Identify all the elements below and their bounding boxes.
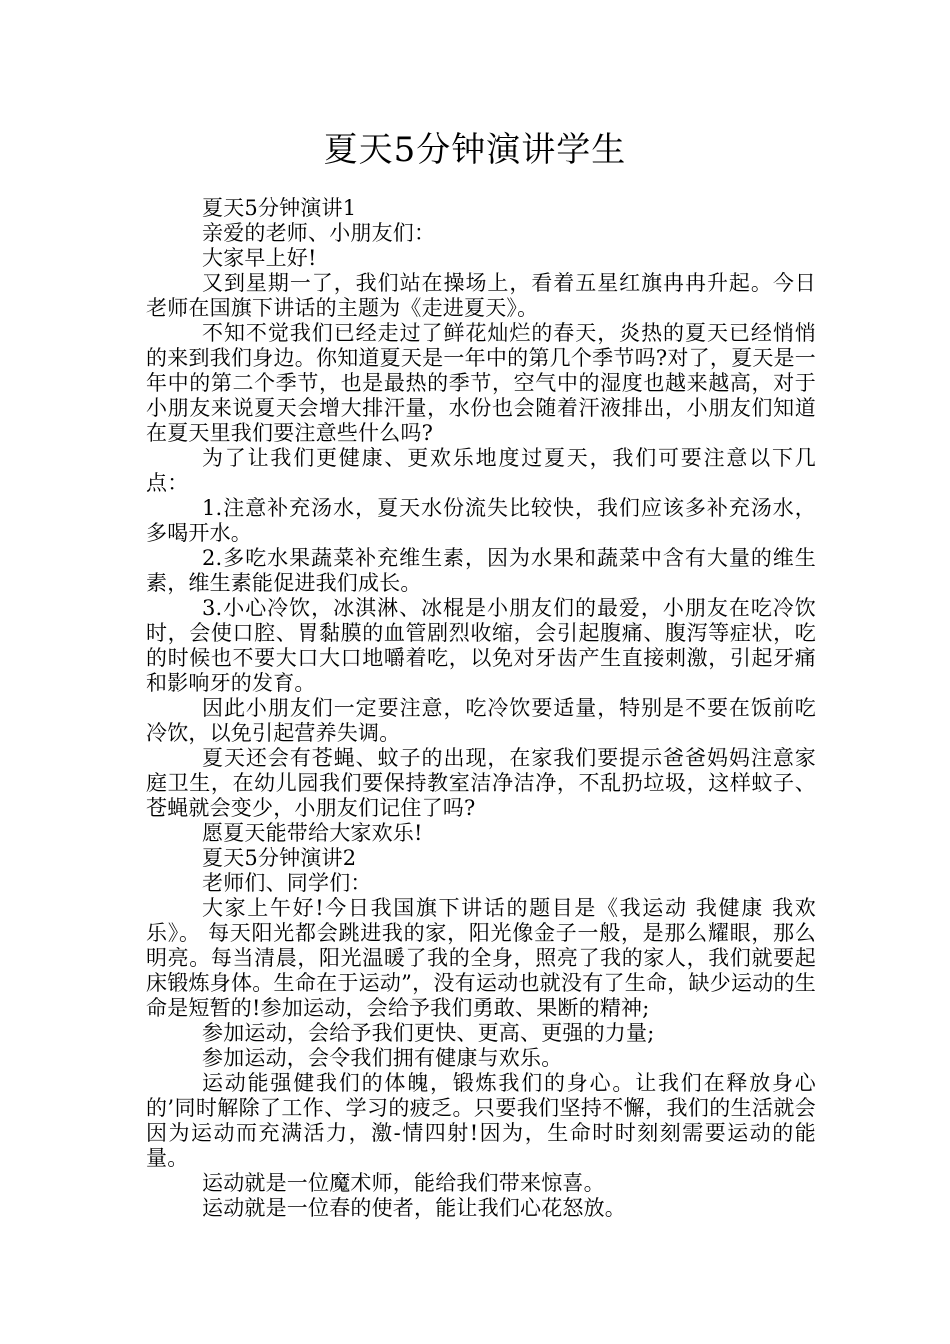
paragraph: 夏天5分钟演讲2 <box>202 846 357 870</box>
document-title: 夏天5分钟演讲学生 <box>323 130 627 170</box>
paragraph: 运动就是一位魔术师，能给我们带来惊喜。 <box>202 1171 605 1195</box>
paragraph: 运动就是一位春的使者，能让我们心花怒放。 <box>202 1196 626 1220</box>
paragraph: 2.多吃水果蔬菜补充维生素，因为水果和蔬菜中含有大量的维生素，维生素能促进我们成长。 <box>146 546 816 595</box>
paragraph: 运动能强健我们的体魄，锻炼我们的身心。让我们在释放身心的’同时解除了工作、学习的疲乏。只要我们坚持不懈，我们的生活就会因为运动而充满活力，激-情四射!因为，生命时时刻刻需要运动的能量。 <box>146 1071 816 1170</box>
paragraph: 参加运动，会令我们拥有健康与欢乐。 <box>202 1046 563 1070</box>
paragraph: 愿夏天能带给大家欢乐! <box>202 821 423 845</box>
paragraph: 参加运动，会给予我们更快、更高、更强的力量; <box>202 1021 655 1045</box>
paragraph: 亲爱的老师、小朋友们： <box>202 221 436 245</box>
paragraph: 为了让我们更健康、更欢乐地度过夏天，我们可要注意以下几点： <box>146 446 816 495</box>
document-body <box>146 196 816 1221</box>
paragraph: 不知不觉我们已经走过了鲜花灿烂的春天，炎热的夏天已经悄悄的来到我们身边。你知道夏天是一年中的第几个季节吗?对了，夏天是一年中的第二个季节，也是最热的季节，空气中的湿度也越来越高，对于小朋友来说夏天会增大排汗量，水份也会随着汗液排出，小朋友们知道在夏天里我们要注意些什么吗? <box>146 321 816 445</box>
paragraph: 3.小心冷饮，冰淇淋、冰棍是小朋友们的最爱，小朋友在吃冷饮时，会使口腔、胃黏膜的血管剧烈收缩，会引起腹痛、腹泻等症状，吃的时候也不要大口大口地嚼着吃，以免对牙齿产生直接刺激，引起牙痛和影响牙的发育。 <box>146 596 816 695</box>
paragraph: 夏天5分钟演讲1 <box>202 196 357 220</box>
paragraph: 老师们、同学们： <box>202 871 372 895</box>
paragraph: 夏天还会有苍蝇、蚊子的出现，在家我们要提示爸爸妈妈注意家庭卫生，在幼儿园我们要保持教室洁净洁净，不乱扔垃圾，这样蚊子、苍蝇就会变少，小朋友们记住了吗? <box>146 746 816 820</box>
paragraph: 1.注意补充汤水，夏天水份流失比较快，我们应该多补充汤水，多喝开水。 <box>146 496 816 545</box>
paragraph: 大家上午好!今日我国旗下讲话的题目是《我运动 我健康 我欢乐》。 每天阳光都会跳进我的家，阳光像金子一般，是那么耀眼，那么明亮。每当清晨，阳光温暖了我的全身，照亮了我的家人，我们就要起床锻炼身体。生命在于运动”，没有运动也就没有了生命，缺少运动的生命是短暂的!参加运动，会给予我们勇敢、果断的精神; <box>146 896 816 1020</box>
paragraph: 大家早上好! <box>202 246 317 270</box>
paragraph: 又到星期一了，我们站在操场上，看着五星红旗冉冉升起。今日老师在国旗下讲话的主题为《走进夏天》。 <box>146 271 816 320</box>
paragraph: 因此小朋友们一定要注意，吃冷饮要适量，特别是不要在饭前吃冷饮，以免引起营养失调。 <box>146 696 816 745</box>
